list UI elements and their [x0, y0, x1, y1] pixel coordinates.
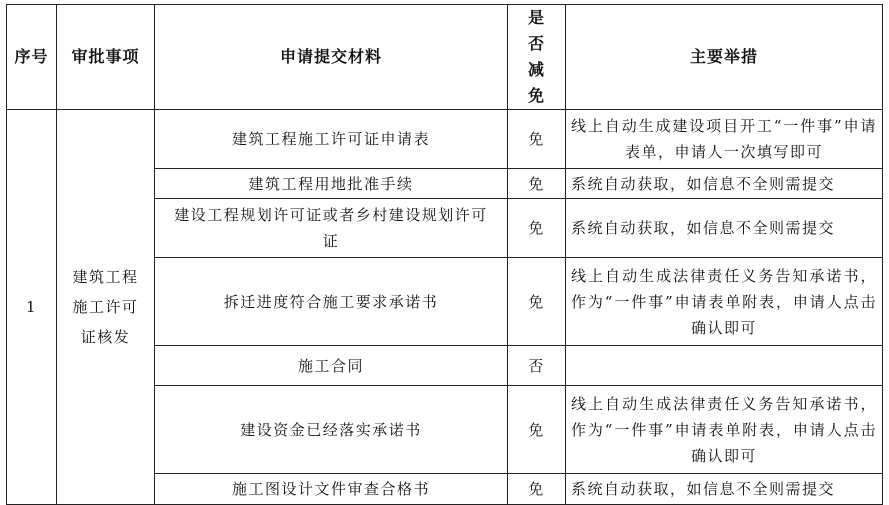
row-exempt: 免	[508, 386, 566, 474]
row-exempt: 否	[508, 346, 566, 386]
row-material: 施工图设计文件审查合格书	[155, 474, 508, 505]
row-exempt: 免	[508, 199, 566, 258]
row-material: 建筑工程施工许可证申请表	[155, 110, 508, 169]
header-material: 申请提交材料	[155, 5, 508, 110]
group-item: 建筑工程施工许可证核发	[57, 110, 155, 505]
row-measure: 线上自动生成法律责任义务告知承诺书，作为“一件事”申请表单附表，申请人点击确认即可	[566, 386, 883, 474]
group-seq: 1	[7, 110, 57, 505]
row-measure: 系统自动获取，如信息不全则需提交	[566, 169, 883, 199]
header-item: 审批事项	[57, 5, 155, 110]
row-exempt: 免	[508, 110, 566, 169]
row-measure: 系统自动获取，如信息不全则需提交	[566, 199, 883, 258]
row-measure: 线上自动生成法律责任义务告知承诺书，作为“一件事”申请表单附表，申请人点击确认即可	[566, 258, 883, 346]
table-row	[7, 110, 883, 169]
row-material: 建筑工程用地批准手续	[155, 169, 508, 199]
row-material: 建设资金已经落实承诺书	[155, 386, 508, 474]
row-material: 施工合同	[155, 346, 508, 386]
row-measure	[566, 346, 883, 386]
header-exempt: 是否减免	[508, 5, 566, 110]
row-measure: 系统自动获取，如信息不全则需提交	[566, 474, 883, 505]
row-exempt: 免	[508, 169, 566, 199]
header-measure: 主要举措	[566, 5, 883, 110]
header-seq: 序号	[7, 5, 57, 110]
row-exempt: 免	[508, 258, 566, 346]
row-exempt: 免	[508, 474, 566, 505]
approval-materials-table	[6, 4, 883, 505]
row-material: 建设工程规划许可证或者乡村建设规划许可证	[155, 199, 508, 258]
header-row	[7, 5, 883, 110]
row-measure: 线上自动生成建设项目开工“一件事”申请表单，申请人一次填写即可	[566, 110, 883, 169]
row-material: 拆迁进度符合施工要求承诺书	[155, 258, 508, 346]
